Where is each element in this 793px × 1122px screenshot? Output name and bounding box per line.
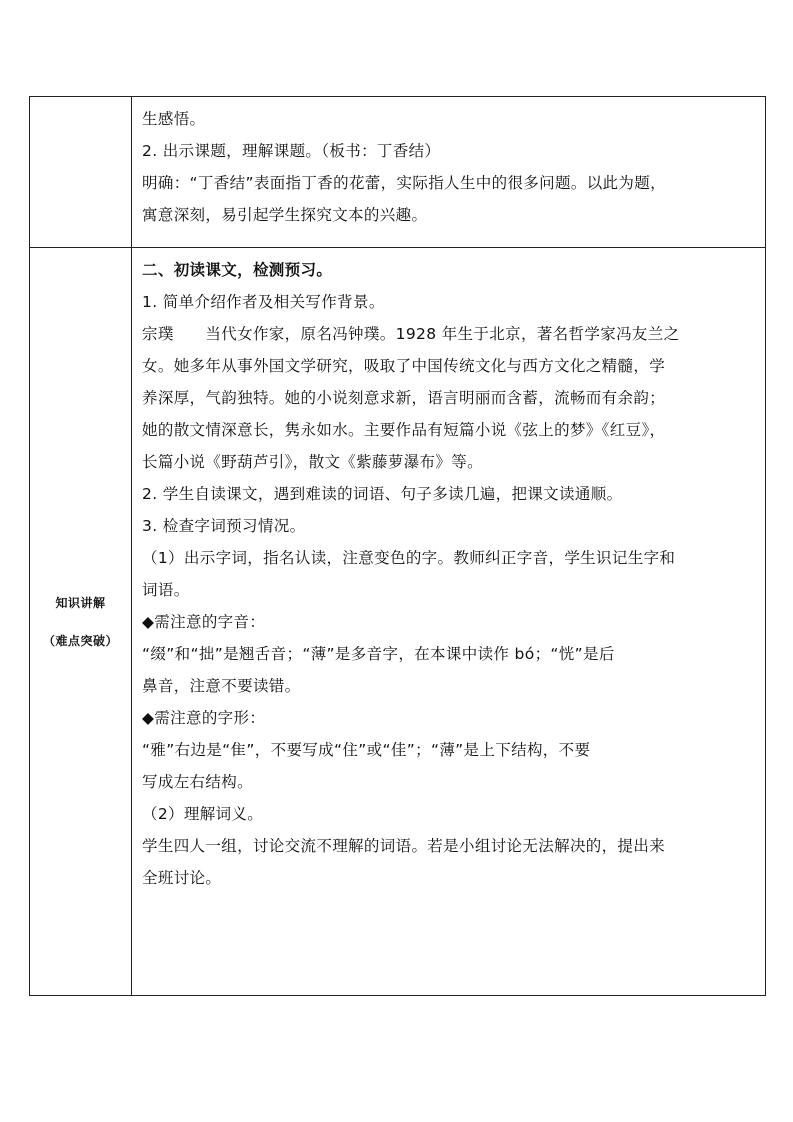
- row-content-cell: [132, 248, 765, 995]
- row-label-cell: [30, 97, 132, 247]
- text-line: 3. 检查字词预习情况。: [142, 517, 306, 535]
- text-line: “雅”右边是“隹”，不要写成“住”或“佳”；“薄”是上下结构，不要: [142, 741, 591, 759]
- text-line: 寓意深刻，易引起学生探究文本的兴趣。: [142, 206, 428, 224]
- table-row: [30, 97, 765, 247]
- row-content-cell: [132, 97, 765, 247]
- text-line: 2. 出示课题，理解课题。（板书：丁香结）: [142, 142, 441, 160]
- text-line: 全班讨论。: [142, 869, 222, 887]
- lesson-plan-table: [29, 96, 766, 996]
- text-line: 长篇小说《野葫芦引》，散文《紫藤萝瀑布》等。: [142, 453, 483, 471]
- text-line: ◆需注意的字形：: [142, 709, 266, 727]
- text-line: 宗璞 当代女作家，原名冯钟璞。1928 年生于北京，著名哲学家冯友兰之: [142, 325, 680, 343]
- row-label-cell: [30, 248, 132, 995]
- table-row: [30, 247, 765, 995]
- text-line: 她的散文情深意长，隽永如水。主要作品有短篇小说《弦上的梦》《红豆》，: [142, 421, 666, 439]
- text-line: 养深厚，气韵独特。她的小说刻意求新，语言明丽而含蓄，流畅而有余韵；: [142, 389, 666, 407]
- text-line: 学生四人一组，讨论交流不理解的词语。若是小组讨论无法解决的，提出来: [142, 837, 666, 855]
- text-line: 词语。: [142, 581, 190, 599]
- text-line: 写成左右结构。: [142, 773, 253, 791]
- text-line: 1. 简单介绍作者及相关写作背景。: [142, 293, 385, 311]
- text-line: 生感悟。: [142, 110, 206, 128]
- text-line: ◆需注意的字音：: [142, 613, 266, 631]
- text-line: （2）理解词义。: [142, 805, 264, 823]
- text-line: 2. 学生自读课文，遇到难读的词语、句子多读几遍，把课文读通顺。: [142, 485, 623, 503]
- text-line: （1）出示字词，指名认读，注意变色的字。教师纠正字音，学生识记生字和: [142, 549, 676, 567]
- text-line: 女。她多年从事外国文学研究，吸取了中国传统文化与西方文化之精髓，学: [142, 357, 666, 375]
- section-heading: 二、初读课文，检测预习。: [142, 261, 333, 279]
- row-label: 知识讲解: [55, 595, 106, 610]
- text-line: “缀”和“拙”是翘舌音；“薄”是多音字，在本课中读作 bó；“恍”是后: [142, 645, 615, 663]
- text-line: 鼻音，注意不要读错。: [142, 677, 301, 695]
- text-line: 明确：“丁香结”表面指丁香的花蕾，实际指人生中的很多问题。以此为题，: [142, 174, 666, 192]
- row-label-sub: （难点突破）: [42, 633, 118, 648]
